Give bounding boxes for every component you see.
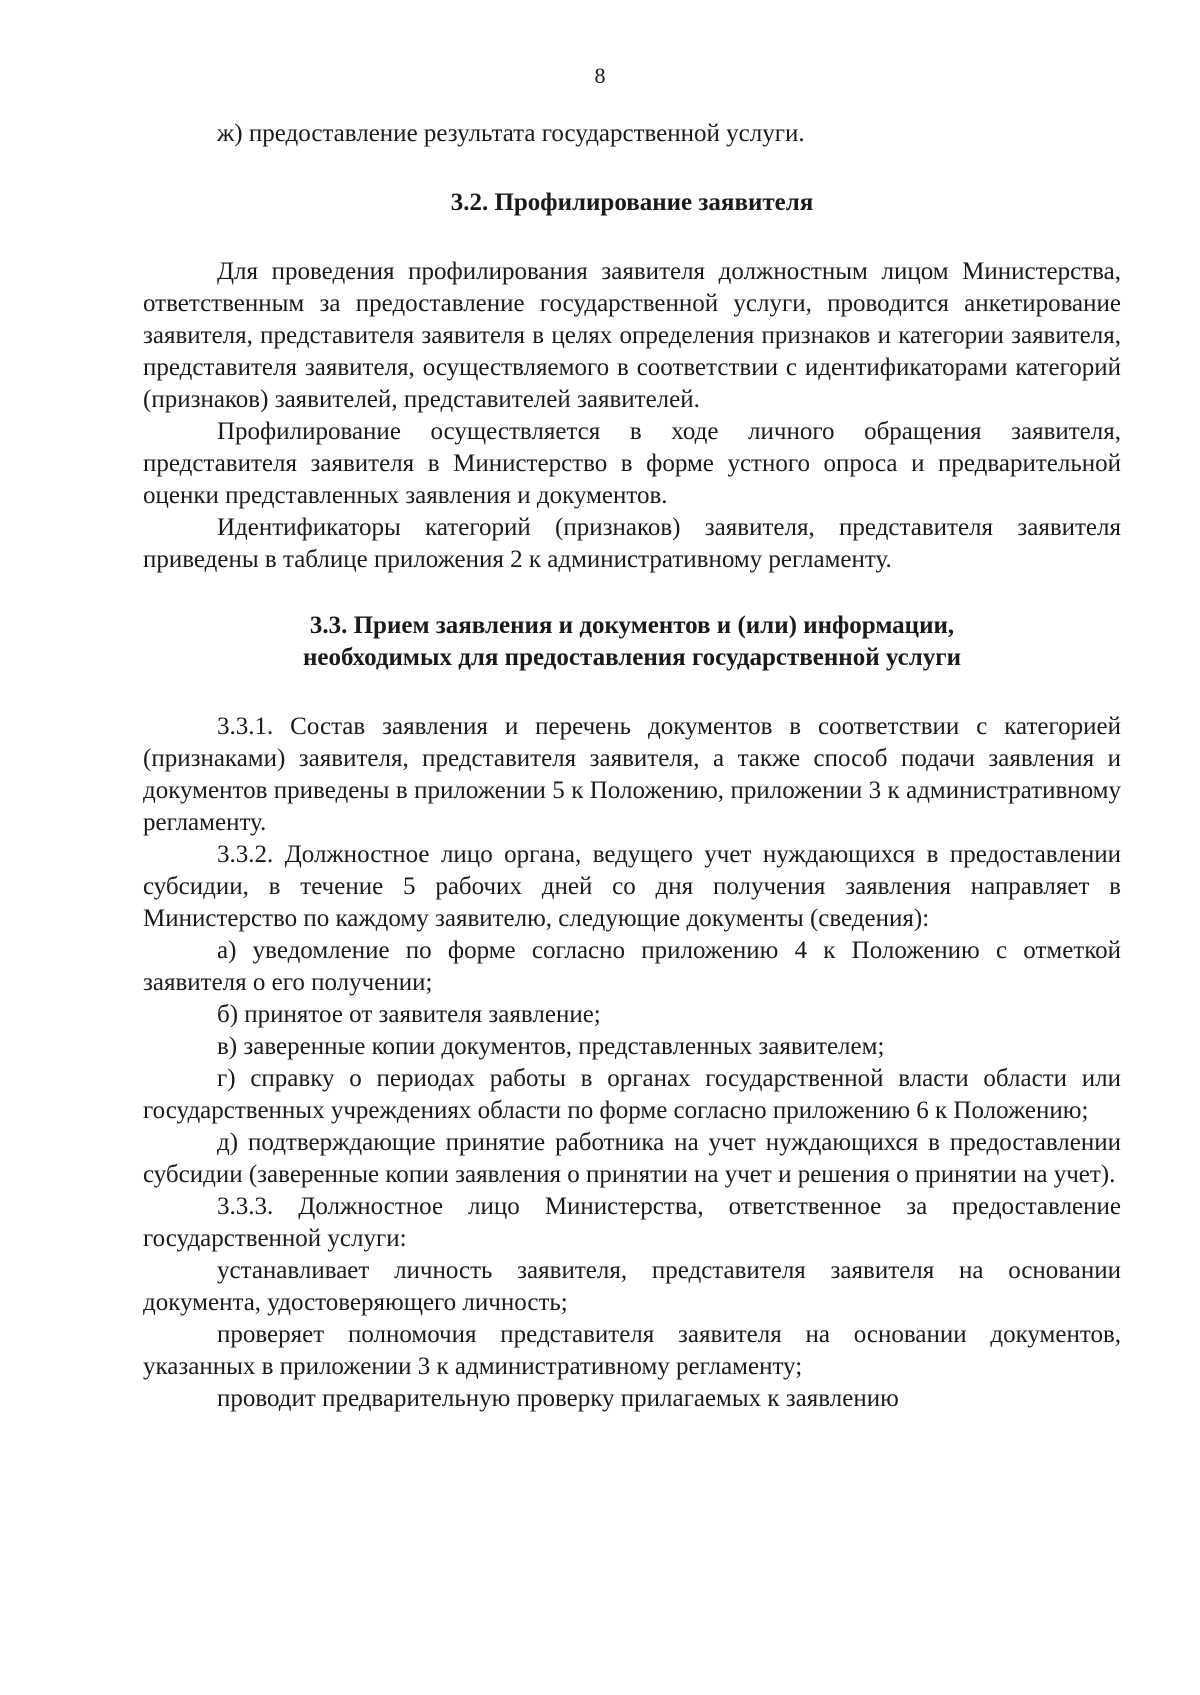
list-item: в) заверенные копии документов, представленных заявителем;	[217, 1033, 885, 1060]
section-3-3-heading-line-1: 3.3. Прием заявления и документов и (или) информации,	[309, 612, 955, 639]
paragraph: 3.3.2. Должностное лицо органа, ведущего учет нуждающихся в предоставлении субсидии, в течение 5 рабочих дней со дня получения заявления направляет в Министерство по каждому заявителю, следующие документы (сведения):	[143, 841, 1121, 932]
paragraph: Для проведения профилирования заявителя должностным лицом Министерства, ответственным за предоставление государственной услуги, проводится анкетирование заявителя, представителя заявителя в целях определения признаков и категории заявителя, представителя заявителя, осуществляемого в соответствии с идентификаторами категорий (признаков) заявителей, представителей заявителей.	[143, 258, 1121, 413]
paragraph: проводит предварительную проверку прилагаемых к заявлению	[217, 1385, 899, 1412]
document-body	[143, 118, 1121, 1415]
list-item: а) уведомление по форме согласно приложению 4 к Положению с отметкой заявителя о его получении;	[143, 937, 1121, 996]
section-3-2-heading: 3.2. Профилирование заявителя	[450, 189, 814, 216]
list-item: г) справку о периодах работы в органах государственной власти области или государственных учреждениях области по форме согласно приложению 6 к Положению;	[143, 1065, 1121, 1124]
paragraph: проверяет полномочия представителя заявителя на основании документов, указанных в приложении 3 к административному регламенту;	[143, 1321, 1121, 1380]
paragraph: Профилирование осуществляется в ходе личного обращения заявителя, представителя заявителя в Министерство в форме устного опроса и предварительной оценки представленных заявления и документов.	[143, 418, 1121, 509]
list-item: д) подтверждающие принятие работника на учет нуждающихся в предоставлении субсидии (заверенные копии заявления о принятии на учет и решения о принятии на учет).	[143, 1129, 1121, 1188]
section-3-3-heading-line-2: необходимых для предоставления государственной услуги	[303, 644, 961, 671]
page-number: 8	[594, 63, 606, 88]
list-item: б) принятое от заявителя заявление;	[217, 1001, 601, 1028]
section-3-3-heading	[143, 610, 1121, 674]
paragraph: 3.3.1. Состав заявления и перечень документов в соответствии с категорией (признаками) заявителя, представителя заявителя, а также способ подачи заявления и документов приведены в приложении 5 к Положению, приложении 3 к административному регламенту.	[143, 713, 1121, 836]
intro-line: ж) предоставление результата государственной услуги.	[217, 120, 805, 147]
paragraph: 3.3.3. Должностное лицо Министерства, ответственное за предоставление государственной услуги:	[143, 1193, 1121, 1252]
paragraph: Идентификаторы категорий (признаков) заявителя, представителя заявителя приведены в таблице приложения 2 к административному регламенту.	[143, 514, 1121, 573]
paragraph: устанавливает личность заявителя, представителя заявителя на основании документа, удостоверяющего личность;	[143, 1257, 1121, 1316]
